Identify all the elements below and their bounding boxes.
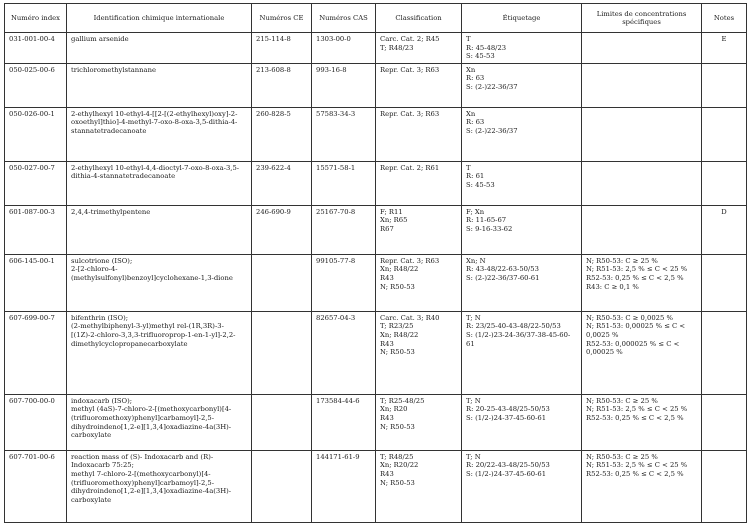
etiquetage-line: S: 45-53 [466, 52, 495, 61]
etiquetage-line: R: 11-65-67 [466, 216, 507, 225]
etiquetage-line: Xn [466, 65, 476, 74]
identification-line: 2-[2-chloro-4-(methylsulfonyl)benzoyl]cyclohexane-1,3-dione [71, 265, 233, 282]
cell-numero-index: 050-027-00-7 [5, 161, 67, 205]
cell-numero-cas: 993-16-8 [312, 63, 376, 107]
classification-line: Repr. Cat. 2; R61 [380, 163, 440, 172]
cell-numero-index: 050-026-00-1 [5, 107, 67, 161]
header-classification: Classification [376, 4, 462, 33]
cell-etiquetage [462, 161, 582, 205]
etiquetage-line: S: (2-)22-36/37-60-61 [466, 273, 540, 282]
cell-identification [67, 254, 252, 311]
identification-line: bifenthrin (ISO); [71, 313, 129, 322]
classification-line: T; R25-48/25 [380, 396, 425, 405]
classification-line: N; R50-53 [380, 422, 415, 431]
etiquetage-line: T; N [466, 396, 481, 405]
table-row [5, 394, 747, 450]
etiquetage-line: R: 20/22-43-48/25-50/53 [466, 461, 550, 470]
table-row [5, 107, 747, 161]
cell-classification [376, 450, 462, 522]
cell-classification [376, 33, 462, 64]
identification-line: indoxacarb (ISO); [71, 396, 133, 405]
cell-notes [702, 394, 747, 450]
cell-numero-ce [252, 450, 312, 522]
cell-numero-ce [252, 254, 312, 311]
classification-line: Xn; R20/22 [380, 461, 419, 470]
table-row [5, 161, 747, 205]
cell-limites [582, 394, 702, 450]
cell-numero-index: 031-001-00-4 [5, 33, 67, 64]
cell-notes [702, 311, 747, 394]
table-row [5, 450, 747, 522]
identification-line: methyl (4aS)-7-chloro-2-[(methoxycarbonyl)[4-(trifluoromethoxy)phenyl]carbamoyl]-2,5-dihydroindeno[1,2-e][1,3,4]oxadiazine-4a(3H)-carboxylate [71, 405, 232, 440]
classification-line: R67 [380, 224, 394, 233]
identification-line: (2-methylbiphenyl-3-yl)methyl rel-(1R,3R)-3-[(1Z)-2-chloro-3,3,3-trifluoroprop-1-en-1-yl]-2,2-dimethylcyclopropanecarboxylate [71, 322, 236, 348]
cell-classification [376, 205, 462, 254]
identification-line: methyl 7-chloro-2-[(methoxycarbonyl)[4-(trifluoromethoxy)phenyl]carbamoyl]-2,5-dihydroindeno[1,2-e][1,3,4]oxadiazine-4a(3H)-carboxylate [71, 469, 232, 504]
cell-numero-cas: 57583-34-3 [312, 107, 376, 161]
limites-line: N; R50-53: C ≥ 25 % [586, 256, 658, 265]
classification-line: Xn; R48/22 [380, 330, 419, 339]
classification-line: Xn; R48/22 [380, 265, 419, 274]
limites-line: R52-53: 0,25 % ≤ C < 2,5 % [586, 413, 684, 422]
cell-classification [376, 63, 462, 107]
cell-numero-cas: 15571-58-1 [312, 161, 376, 205]
etiquetage-line: S: (1/2-)24-37-45-60-61 [466, 469, 547, 478]
etiquetage-line: R: 45-48/23 [466, 43, 507, 52]
cell-numero-cas: 82657-04-3 [312, 311, 376, 394]
identification-line: trichloromethylstannane [71, 65, 157, 74]
cell-numero-ce [252, 311, 312, 394]
identification-line: gallium arsenide [71, 35, 129, 43]
classification-line: R43 [380, 413, 394, 422]
cell-numero-index: 607-701-00-6 [5, 450, 67, 522]
etiquetage-line: R: 63 [466, 118, 485, 127]
cell-numero-index: 601-087-00-3 [5, 205, 67, 254]
cell-limites [582, 107, 702, 161]
header-limites: Limites de concentrations spécifiques [582, 4, 702, 33]
cell-numero-index: 606-145-00-1 [5, 254, 67, 311]
cell-numero-ce: 213-608-8 [252, 63, 312, 107]
identification-line: reaction mass of (S)- Indoxacarb and (R)- Indoxacarb 75:25; [71, 452, 216, 470]
identification-line: 2,4,4-trimethylpentene [71, 207, 151, 216]
cell-limites [582, 161, 702, 205]
identification-line: 2-ethylhexyl 10-ethyl-4-[[2-[(2-ethylhexyl)oxy]-2-oxoethyl]thio]-4-methyl-7-oxo-8-oxa-3,5-dithia-4-stannatetradecanoate [71, 109, 238, 135]
cell-etiquetage [462, 63, 582, 107]
limites-line: N; R50-53: C ≥ 0,0025 % [586, 313, 673, 322]
cell-numero-ce: 239-622-4 [252, 161, 312, 205]
classification-line: R43 [380, 469, 394, 478]
cell-identification [67, 205, 252, 254]
cell-numero-index: 607-699-00-7 [5, 311, 67, 394]
classification-line: Repr. Cat. 3; R63 [380, 109, 440, 118]
substances-table [4, 3, 747, 523]
etiquetage-line: S: (1/2-)23-24-36/37-38-45-60-61 [466, 330, 571, 348]
cell-etiquetage [462, 33, 582, 64]
header-numeros-cas: Numéros CAS [312, 4, 376, 33]
cell-etiquetage [462, 107, 582, 161]
classification-line: Carc. Cat. 2; R45 [380, 35, 440, 43]
etiquetage-line: T; N [466, 452, 481, 461]
cell-limites [582, 254, 702, 311]
etiquetage-line: Xn; N [466, 256, 486, 265]
limites-line: R52-53: 0,25 % ≤ C < 2,5 % [586, 469, 684, 478]
header-numero-index: Numéro index [5, 4, 67, 33]
cell-etiquetage [462, 311, 582, 394]
classification-line: Carc. Cat. 3; R40 [380, 313, 440, 322]
cell-identification [67, 450, 252, 522]
classification-line: R43 [380, 339, 394, 348]
etiquetage-line: S: (1/2-)24-37-45-60-61 [466, 413, 547, 422]
cell-numero-cas: 1303-00-0 [312, 33, 376, 64]
limites-line: N; R51-53: 2,5 % ≤ C < 25 % [586, 265, 688, 274]
etiquetage-line: T [466, 35, 471, 43]
limites-line: R52-53: 0,25 % ≤ C < 2,5 % [586, 273, 684, 282]
cell-etiquetage [462, 450, 582, 522]
etiquetage-line: T; N [466, 313, 481, 322]
cell-identification [67, 33, 252, 64]
classification-line: N; R50-53 [380, 348, 415, 357]
limites-line: N; R51-53: 2,5 % ≤ C < 25 % [586, 405, 688, 414]
classification-line: T; R48/23 [380, 43, 414, 52]
cell-etiquetage [462, 394, 582, 450]
cell-numero-ce: 246-690-9 [252, 205, 312, 254]
cell-numero-cas: 99105-77-8 [312, 254, 376, 311]
classification-line: Xn; R65 [380, 216, 408, 225]
etiquetage-line: S: (2-)22-36/37 [466, 82, 518, 91]
limites-line: R43: C ≥ 0,1 % [586, 282, 639, 291]
cell-classification [376, 161, 462, 205]
etiquetage-line: R: 61 [466, 172, 485, 181]
cell-notes [702, 63, 747, 107]
cell-identification [67, 394, 252, 450]
classification-line: N; R50-53 [380, 478, 415, 487]
header-etiquetage: Étiquetage [462, 4, 582, 33]
table-row [5, 254, 747, 311]
cell-classification [376, 311, 462, 394]
classification-line: T; R48/25 [380, 452, 414, 461]
cell-etiquetage [462, 254, 582, 311]
identification-line: sulcotrione (ISO); [71, 256, 133, 265]
table-header-row [5, 4, 747, 33]
etiquetage-line: S: (2-)22-36/37 [466, 126, 518, 135]
etiquetage-line: Xn [466, 109, 476, 118]
cell-classification [376, 254, 462, 311]
cell-notes [702, 254, 747, 311]
identification-line: 2-ethylhexyl 10-ethyl-4,4-dioctyl-7-oxo-8-oxa-3,5-dithia-4-stannatetradecanoate [71, 163, 240, 181]
table-row [5, 63, 747, 107]
table-row [5, 205, 747, 254]
classification-line: Repr. Cat. 3; R63 [380, 256, 440, 265]
cell-notes [702, 161, 747, 205]
cell-identification [67, 161, 252, 205]
cell-numero-cas: 173584-44-6 [312, 394, 376, 450]
table-row [5, 33, 747, 64]
cell-limites [582, 450, 702, 522]
cell-notes [702, 107, 747, 161]
header-numeros-ce: Numéros CE [252, 4, 312, 33]
limites-line: N; R51-53: 2,5 % ≤ C < 25 % [586, 461, 688, 470]
etiquetage-line: T [466, 163, 471, 172]
etiquetage-line: R: 20-25-43-48/25-50/53 [466, 405, 550, 414]
etiquetage-line: S: 9-16-33-62 [466, 224, 513, 233]
cell-notes: D [702, 205, 747, 254]
etiquetage-line: R: 43-48/22-63-50/53 [466, 265, 539, 274]
classification-line: Xn; R20 [380, 405, 408, 414]
classification-line: T; R23/25 [380, 322, 414, 331]
cell-numero-cas: 25167-70-8 [312, 205, 376, 254]
cell-limites [582, 33, 702, 64]
etiquetage-line: S: 45-53 [466, 180, 495, 189]
etiquetage-line: F; Xn [466, 207, 485, 216]
classification-line: F; R11 [380, 207, 403, 216]
cell-etiquetage [462, 205, 582, 254]
limites-line: N; R50-53: C ≥ 25 % [586, 396, 658, 405]
limites-line: N; R50-53: C ≥ 25 % [586, 452, 658, 461]
cell-notes [702, 450, 747, 522]
cell-numero-index: 607-700-00-0 [5, 394, 67, 450]
cell-limites [582, 311, 702, 394]
cell-numero-ce: 215-114-8 [252, 33, 312, 64]
cell-classification [376, 107, 462, 161]
header-notes: Notes [702, 4, 747, 33]
cell-limites [582, 63, 702, 107]
table-body [5, 33, 747, 523]
cell-limites [582, 205, 702, 254]
limites-line: R52-53: 0,000025 % ≤ C < 0,00025 % [586, 339, 682, 357]
cell-numero-cas: 144171-61-9 [312, 450, 376, 522]
cell-identification [67, 107, 252, 161]
limites-line: N; R51-53: 0,00025 % ≤ C < 0,0025 % [586, 322, 688, 339]
cell-identification [67, 63, 252, 107]
cell-classification [376, 394, 462, 450]
cell-numero-ce [252, 394, 312, 450]
etiquetage-line: R: 63 [466, 74, 485, 83]
classification-line: Repr. Cat. 3; R63 [380, 65, 440, 74]
classification-line: R43 [380, 273, 394, 282]
cell-numero-index: 050-025-00-6 [5, 63, 67, 107]
cell-notes: E [702, 33, 747, 64]
header-identification: Identification chimique internationale [67, 4, 252, 33]
cell-identification [67, 311, 252, 394]
classification-line: N; R50-53 [380, 282, 415, 291]
table-row [5, 311, 747, 394]
etiquetage-line: R: 23/25-40-43-48/22-50/53 [466, 322, 561, 331]
cell-numero-ce: 260-828-5 [252, 107, 312, 161]
